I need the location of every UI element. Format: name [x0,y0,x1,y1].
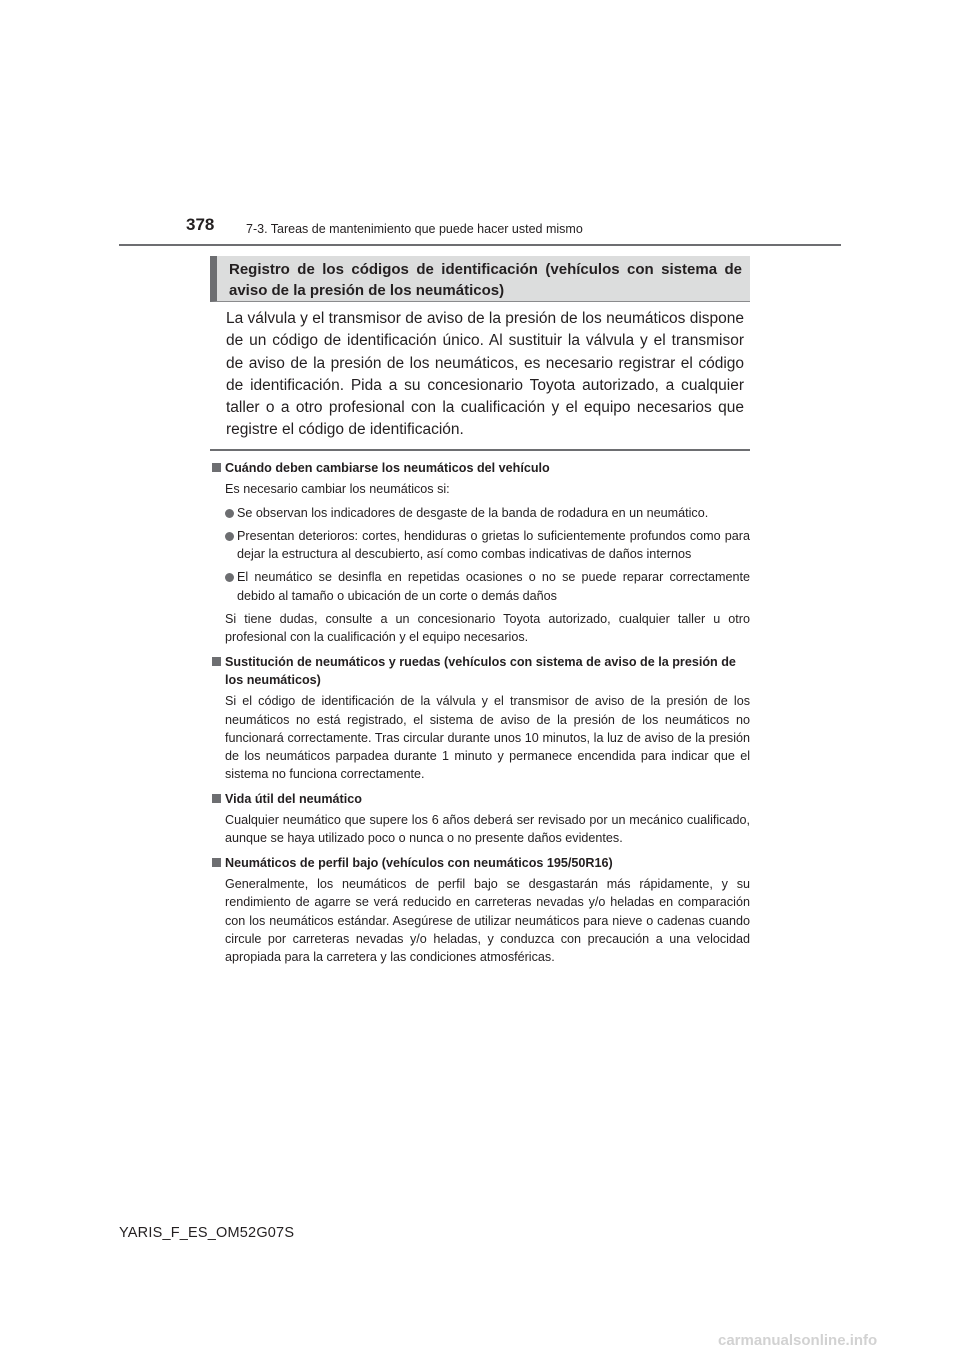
list-item-text: Presentan deterioros: cortes, hendiduras o grietas lo suficientemente profundos como para dejar la estructura al descubierto, así como combas indicativas de daños internos [237,528,750,562]
square-bullet-icon [212,858,221,867]
round-bullet-icon [225,509,234,518]
list-item [210,568,750,605]
list-item [210,504,750,522]
document-code: YARIS_F_ES_OM52G07S [119,1225,295,1241]
note-text: Cualquier neumático que supere los 6 años deberá ser revisado por un mecánico cualificado, aunque se haya utilizado poco o nunca o no presente daños evidentes. [225,813,750,846]
note-text: Es necesario cambiar los neumáticos si: [225,482,450,497]
round-bullet-icon [225,573,234,582]
notes-divider [210,449,750,451]
note-title: Neumáticos de perfil bajo (vehículos con neumáticos 195/50R16) [225,855,613,870]
note-tire-replacement [210,459,750,647]
note-title: Sustitución de neumáticos y ruedas (vehículos con sistema de aviso de la presión de los neumáticos) [225,654,736,687]
watermark: carmanualsonline.info [718,1332,878,1349]
section-header: 7-3. Tareas de mantenimiento que puede hacer usted mismo [246,222,583,236]
note-text: Generalmente, los neumáticos de perfil bajo se desgastarán más rápidamente, y su rendimiento de agarre se verá reducido en carreteras nevadas y/o heladas en comparación con los neumáticos estándar. Asegúrese de utilizar neumáticos para nieve o cadenas cuando circule por carreteras nevadas y/o heladas, y conduzca con precaución a una velocidad apropiada para la carretera y las condiciones atmosféricas. [225,876,750,965]
note-text: Si tiene dudas, consulte a un concesionario Toyota autorizado, cualquier taller u otro profesional con la cualificación y el equipo necesarios. [225,612,750,645]
intro-paragraph: La válvula y el transmisor de aviso de la presión de los neumáticos dispone de un código de identificación único. Al sustituir la válvula y el transmisor de aviso de la presión de los neumáticos, es necesario registrar el código de identificación. Pida a su concesionario Toyota autorizado, a cualquier taller o a otro profesional con la cualificación y el equipo necesarios que registre el código de identificación. [226,310,744,439]
round-bullet-icon [225,532,234,541]
note-tire-lifespan [210,790,750,848]
square-bullet-icon [212,794,221,803]
section-title: Registro de los códigos de identificación (vehículos con sistema de aviso de la presión de los neumáticos) [229,261,742,299]
note-low-profile-tires [210,854,750,967]
list-item [210,527,750,564]
page-number: 378 [186,215,215,234]
note-wheel-replacement [210,653,750,784]
header-divider [119,244,841,246]
section-title-box [210,256,750,302]
list-item-text: Se observan los indicadores de desgaste de la banda de rodadura en un neumático. [237,505,709,520]
note-title: Vida útil del neumático [225,791,362,806]
note-text: Si el código de identificación de la válvula y el transmisor de aviso de la presión de los neumáticos no está registrado, el sistema de aviso de la presión de los neumáticos no funcionará correctamente. Tras circular durante unos 10 minutos, la luz de aviso de la presión de los neumáticos parpadea durante 1 minuto y permanece encendida para indicar que el sistema no funciona correctamente. [225,694,750,782]
square-bullet-icon [212,463,221,472]
notes-section [210,459,750,966]
list-item-text: El neumático se desinfla en repetidas ocasiones o no se puede reparar correctamente debido al tamaño o ubicación de un corte o demás daños [237,570,750,603]
square-bullet-icon [212,657,221,666]
note-title: Cuándo deben cambiarse los neumáticos del vehículo [225,461,550,475]
